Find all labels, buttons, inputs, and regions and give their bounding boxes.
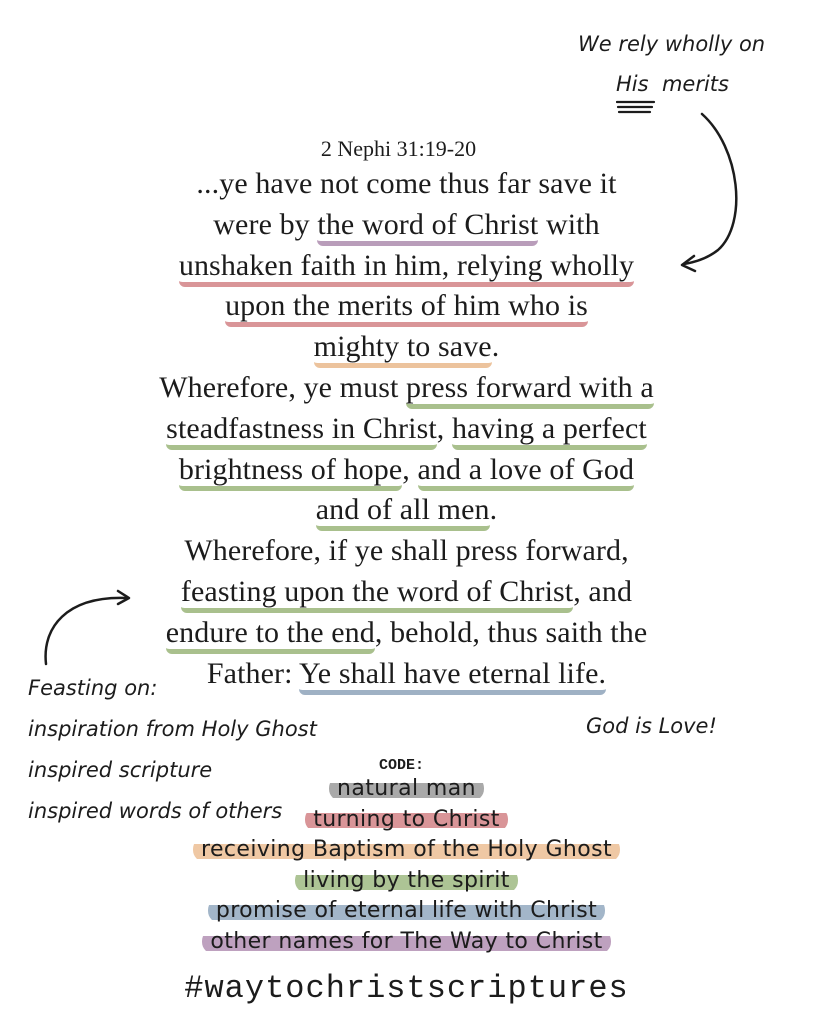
scripture-passage bbox=[0, 134, 813, 694]
note-feasting-item: inspired scripture bbox=[28, 758, 213, 782]
code-item-label: living by the spirit bbox=[295, 868, 518, 893]
highlighted-phrase: unshaken faith in him, relying wholly bbox=[179, 249, 634, 287]
code-item-green bbox=[0, 866, 813, 897]
verse-lines bbox=[0, 164, 813, 694]
code-item-gray bbox=[0, 774, 813, 805]
code-item-purple bbox=[0, 927, 813, 958]
verse-text: , and bbox=[573, 574, 633, 608]
verse-text: . bbox=[491, 330, 500, 364]
verse-text: Father: bbox=[206, 656, 300, 690]
highlighted-phrase: the word of Christ bbox=[317, 208, 538, 246]
highlighted-phrase: upon the merits of him who is bbox=[225, 289, 588, 327]
verse-text: Wherefore, ye must bbox=[159, 370, 407, 404]
note-feasting-title: Feasting on: bbox=[28, 676, 158, 700]
verse-line bbox=[0, 531, 813, 572]
note-feasting-item: inspiration from Holy Ghost bbox=[28, 717, 317, 741]
highlighted-phrase: mighty to save bbox=[314, 330, 492, 368]
highlighted-phrase: having a perfect bbox=[452, 412, 647, 450]
color-code-legend bbox=[0, 758, 813, 958]
verse-line bbox=[0, 286, 813, 327]
verse-line bbox=[0, 490, 813, 531]
note-god-is-love: God is Love! bbox=[586, 714, 717, 738]
code-item-red bbox=[0, 805, 813, 836]
note-merits-text: merits bbox=[661, 72, 729, 96]
note-rely-line: We rely wholly on bbox=[578, 32, 766, 56]
verse-text: , bbox=[402, 452, 418, 486]
highlighted-phrase: and a love of God bbox=[418, 453, 635, 491]
verse-text: , bbox=[436, 411, 452, 445]
verse-line bbox=[0, 205, 813, 246]
highlighted-phrase: and of all men bbox=[316, 493, 490, 531]
verse-text: were by bbox=[213, 207, 318, 241]
code-item-label: receiving Baptism of the Holy Ghost bbox=[193, 837, 620, 862]
hashtag: #waytochristscriptures bbox=[184, 970, 629, 1007]
note-his-text: His bbox=[616, 72, 649, 96]
highlighted-phrase: press forward with a bbox=[406, 371, 654, 409]
verse-line bbox=[0, 327, 813, 368]
highlighted-phrase: steadfastness in Christ bbox=[166, 412, 437, 450]
scripture-reference: 2 Nephi 31:19-20 bbox=[320, 136, 477, 161]
highlighted-phrase: brightness of hope bbox=[179, 453, 402, 491]
verse-line bbox=[0, 409, 813, 450]
verse-line bbox=[0, 246, 813, 287]
verse-text: ...ye have not come thus far save it bbox=[196, 167, 617, 200]
note-feasting-item: inspired words of others bbox=[28, 799, 283, 823]
note-merits-line bbox=[616, 70, 788, 98]
code-items bbox=[0, 774, 813, 958]
highlighted-phrase: Ye shall have eternal life. bbox=[299, 657, 606, 695]
verse-text: . bbox=[489, 493, 498, 527]
verse-line bbox=[0, 450, 813, 491]
code-item-label: promise of eternal life with Christ bbox=[208, 898, 605, 923]
code-item-label: other names for The Way to Christ bbox=[202, 929, 610, 954]
verse-text: with bbox=[538, 207, 600, 241]
underline-marks-icon bbox=[616, 100, 656, 114]
highlighted-phrase: feasting upon the word of Christ bbox=[181, 575, 573, 613]
highlighted-phrase: endure to the end bbox=[166, 616, 375, 654]
verse-line bbox=[0, 164, 813, 205]
note-rely-on-merits bbox=[578, 30, 788, 98]
code-item-label: turning to Christ bbox=[305, 807, 508, 832]
verse-line bbox=[0, 368, 813, 409]
code-title: CODE: bbox=[378, 757, 424, 774]
code-item-label: natural man bbox=[329, 776, 484, 801]
verse-text: , behold, thus saith the bbox=[374, 615, 648, 649]
code-item-orange bbox=[0, 835, 813, 866]
note-his-word bbox=[616, 72, 649, 96]
verse-line bbox=[0, 572, 813, 613]
verse-text: Wherefore, if ye shall press forward, bbox=[184, 534, 629, 568]
verse-line bbox=[0, 613, 813, 654]
code-item-blue bbox=[0, 896, 813, 927]
